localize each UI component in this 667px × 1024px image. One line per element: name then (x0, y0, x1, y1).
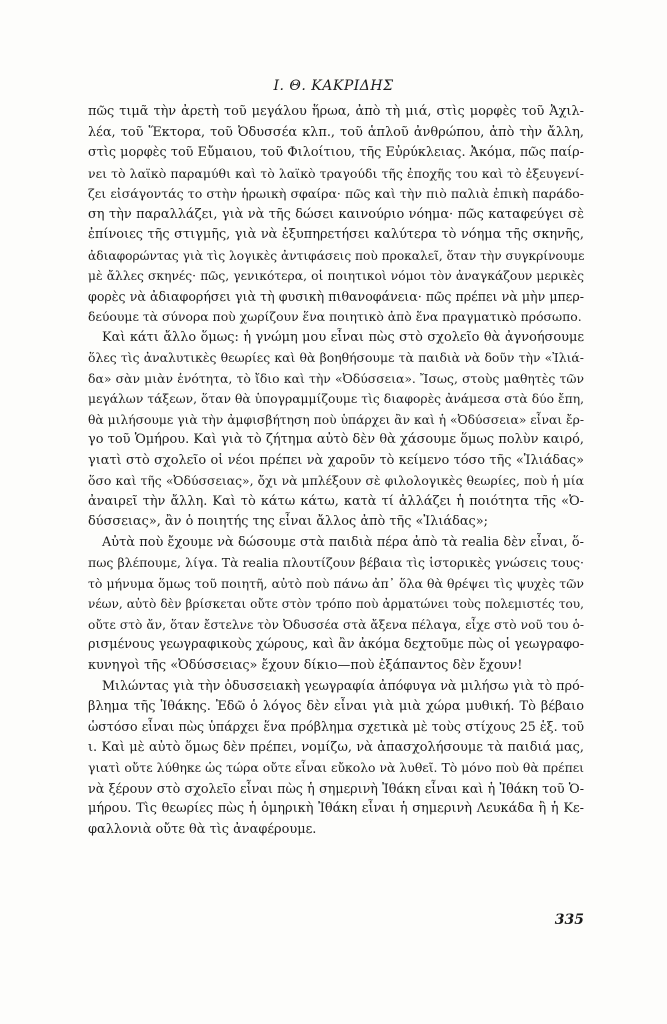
text-line: φαλλονιὰ οὔτε θὰ τὶς ἀναφέρουμε. (88, 821, 317, 837)
text-line: τὸ μήνυμα ὅμως τοῦ ποιητῆ, αὐτὸ ποὺ πάνω ἀπ᾽ ὅλα θὰ θρέψει τὶς ψυχὲς τῶν (88, 575, 584, 591)
text-line: ὡστόσο εἶναι πὼς ὑπάρχει ἕνα πρόβλημα σχετικὰ μὲ τοὺς στίχους 25 ἑξ. τοῦ (88, 719, 584, 734)
text-line: πως βλέπουμε, λίγα. Τὰ realia πλουτίζουν βέβαια τὶς ἱστορικὲς γνώσεις τους· (88, 555, 584, 570)
text-line: μήρου. Τὶς θεωρίες πὼς ἡ ὁμηρικὴ Ἰθάκη εἶναι ἡ σημερινὴ Λευκάδα ἢ ἡ Κε- (88, 801, 584, 816)
text-line: δα» σὰν μιὰν ἑνότητα, τὸ ἴδιο καὶ τὴν «Ὀδύσσεια». Ἴσως, στοὺς μαθητὲς τῶν (88, 370, 584, 386)
paragraph-1 (88, 102, 584, 328)
text-line: δεύουμε τὰ σύνορα ποὺ χωρίζουν ἕνα ποιητικὸ ἀπὸ ἕνα πραγματικὸ πρόσωπο. (88, 309, 582, 324)
paragraph-2 (88, 328, 584, 533)
text-line: στὶς μορφὲς τοῦ Εὔμαιου, τοῦ Φιλοίτιου, τῆς Εὐρύκλειας. Ἀκόμα, πῶς παίρ- (88, 145, 584, 160)
text-line: νέων, αὐτὸ δὲν βρίσκεται οὔτε στὸν τρόπο ποὺ ἀρματώνει τοὺς πολεμιστές του, (88, 597, 584, 611)
text-line: μὲ ἄλλες σκηνές· πῶς, γενικότερα, οἱ ποιητικοὶ νόμοι τὸν ἀναγκάζουν μερικὲς (88, 269, 584, 283)
text-line: θὰ μιλήσουμε γιὰ τὴν ἀμφισβήτηση ποὺ ὑπάρχει ἂν καὶ ἡ «Ὀδύσσεια» εἶναι ἔρ- (88, 412, 584, 427)
text-line: ζει εἰσάγοντάς το στὴν ἡρωικὴ σφαίρα· πῶς καὶ τὴν πιὸ παλιὰ ἐπικὴ παράδο- (88, 186, 584, 201)
text-line: ἀδιαφορώντας γιὰ τὶς λογικὲς ἀντιφάσεις ποὺ προκαλεῖ, ὅταν τὴν συγκρίνουμε (88, 248, 584, 263)
text-line: Μιλώντας γιὰ τὴν ὀδυσσειακὴ γεωγραφία ἀπόφυγα νὰ μιλήσω γιὰ τὸ πρό- (102, 678, 584, 693)
text-line: ση τὴν παραλλάζει, γιὰ νὰ τῆς δώσει καινούριο νόημα· πῶς καταφεύγει σὲ (88, 206, 584, 222)
running-head: Ι. Θ. ΚΑΚΡΙΔΗΣ (273, 78, 394, 94)
text-line: Καὶ κάτι ἄλλο ὅμως: ἡ γνώμη μου εἶναι πὼς στὸ σχολεῖο θὰ ἀγνοήσουμε (102, 329, 584, 345)
text-line: ἀναιρεῖ τὴν ἄλλη. Καὶ τὸ κάτω κάτω, κατὰ τί ἀλλάζει ἡ ποιότητα τῆς «Ὀ- (88, 493, 584, 509)
paragraph-3 (88, 533, 584, 677)
text-line: βλημα τῆς Ἰθάκης. Ἐδῶ ὁ λόγος δὲν εἶναι γιὰ μιὰ χώρα μυθική. Τὸ βέβαιο (88, 698, 584, 714)
text-line: δύσσειας», ἂν ὁ ποιητής της εἶναι ἄλλος ἀπὸ τῆς «Ἰλιάδας»; (88, 514, 488, 529)
text-line: Αὐτὰ ποὺ ἔχουμε νὰ δώσουμε στὰ παιδιὰ πέρα ἀπὸ τὰ realia δὲν εἶναι, ὅ- (102, 534, 584, 550)
text-line: ι. Καὶ μὲ αὐτὸ ὅμως δὲν πρέπει, νομίζω, νὰ ἀπασχολήσουμε τὰ παιδιά μας, (88, 739, 584, 755)
text-line: μεγάλων τάξεων, ὅταν θὰ ὑπογραμμίζουμε τὶς διαφορὲς ἀνάμεσα στὰ δύο ἔπη, (88, 392, 584, 406)
text-line: νει τὸ λαϊκὸ παραμύθι καὶ τὸ λαϊκὸ τραγούδι τῆς ἐποχῆς του καὶ τὸ ἐξευγενί- (88, 165, 584, 181)
text-line: γιατὶ στὸ σχολεῖο οἱ νέοι πρέπει νὰ χαροῦν τὸ κείμενο τόσο τῆς «Ἰλιάδας» (88, 452, 584, 468)
text-line: ὅσο καὶ τῆς «Ὀδύσσειας», ὄχι νὰ μπλέξουν σὲ φιλολογικὲς θεωρίες, ποὺ ἡ μία (88, 473, 584, 488)
text-line: κυνηγοὶ τῆς «Ὀδύσσειας» ἔχουν δίκιο—ποὺ ἐξάπαντος δὲν ἔχουν! (88, 657, 523, 673)
paragraph-4 (88, 676, 584, 840)
text-line: γο τοῦ Ὁμήρου. Καὶ γιὰ τὸ ζήτημα αὐτὸ δὲν θὰ χάσουμε ὅμως πολὺν καιρό, (88, 432, 584, 447)
text-line: νὰ ξέρουν στὸ σχολεῖο εἶναι πὼς ἡ σημερινὴ Ἰθάκη εἶναι καὶ ἡ Ἰθάκη τοῦ Ὁ- (88, 780, 584, 796)
text-line: φορὲς νὰ ἀδιαφορήσει γιὰ τὴ φυσικὴ πιθανοφάνεια· πῶς πρέπει νὰ μὴν μπερ- (88, 288, 584, 304)
text-line: οὔτε στὸ ἄν, ὅταν ἔστελνε τὸν Ὀδυσσέα στὰ ἄξενα πέλαγα, εἶχε στὸ νοῦ του ὁ- (88, 617, 584, 632)
page-number: 335 (554, 912, 584, 928)
body-text (88, 102, 584, 840)
text-line: λέα, τοῦ Ἕκτορα, τοῦ Ὀδυσσέα κλπ., τοῦ ἁπλοῦ ἀνθρώπου, ἀπὸ τὴν ἄλλη, (88, 124, 584, 140)
text-line: πῶς τιμᾶ τὴν ἀρετὴ τοῦ μεγάλου ἥρωα, ἀπὸ τὴ μιά, στὶς μορφὲς τοῦ Ἀχιλ- (88, 104, 584, 119)
text-line: γιατὶ οὔτε λύθηκε ὡς τώρα οὔτε εἶναι εὔκολο νὰ λυθεῖ. Τὸ μόνο ποὺ θὰ πρέπει (88, 760, 584, 775)
text-line: ἐπίνοιες τῆς στιγμῆς, γιὰ νὰ ἐξυπηρετήσει καλύτερα τὸ νόημα τῆς σκηνῆς, (88, 227, 584, 242)
text-line: ὅλες τὶς ἀναλυτικὲς θεωρίες καὶ θὰ βοηθήσουμε τὰ παιδιὰ νὰ δοῦν τὴν «Ἰλιά- (88, 350, 584, 365)
text-line: ρισμένους γεωγραφικοὺς χώρους, καὶ ἂν ἀκόμα δεχτοῦμε πὼς οἱ γεωγραφο- (88, 637, 584, 652)
